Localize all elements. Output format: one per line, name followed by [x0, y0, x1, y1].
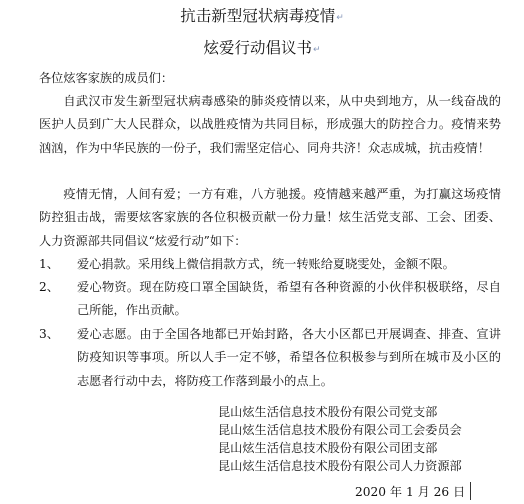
signature-party-branch: 昆山炫生活信息技术股份有限公司党支部 [218, 405, 438, 419]
signature-youth-league: 昆山炫生活信息技术股份有限公司团支部 [218, 441, 438, 455]
list-item-3 [39, 323, 501, 393]
list-item-text: 爱心物资。现在防疫口罩全国缺货，希望有各种资源的小伙伴积极联络，尽自己所能，作出贡献。 [77, 280, 501, 318]
list-item-number: 3、 [39, 327, 59, 341]
list-item-1 [39, 253, 501, 276]
title-text: 抗击新型冠状病毒疫情 [180, 7, 336, 25]
paragraph-mark-icon: ↵ [312, 45, 321, 55]
signature-hr-department: 昆山炫生活信息技术股份有限公司人力资源部 [218, 459, 462, 473]
paragraph-mark-icon: ↵ [336, 13, 344, 23]
signature-trade-union: 昆山炫生活信息技术股份有限公司工会委员会 [218, 423, 462, 437]
list-item-number: 2、 [39, 280, 59, 294]
list-item-number: 1、 [39, 257, 59, 271]
greeting: 各位炫客家族的成员们： [39, 71, 174, 85]
list-item-text: 爱心志愿。由于全国各地都已开始封路，各大小区都已开展调查、排查、宣讲防疫知识等事项。所以人手一定不够，希望各位积极参与到所在城市及小区的志愿者行动中去，将防疫工作落到最小的点上。 [77, 327, 501, 388]
text-cursor [470, 482, 471, 500]
document-date: 2020 年 1 月 26 日 [355, 485, 466, 499]
subtitle-text: 炫爱行动倡议书 [203, 39, 312, 57]
list-item-text: 爱心捐款。采用线上微信捐款方式，统一转账给夏晓雯处，金额不限。 [77, 257, 455, 271]
document-title [0, 6, 524, 28]
document-subtitle [0, 38, 524, 60]
list-item-2 [39, 276, 501, 323]
body-paragraph-2: 疫情无情，人间有爱；一方有难，八方驰援。疫情越来越严重，为打赢这场疫情防控狙击战，需要炫客家族的各位积极贡献一份力量！炫生活党支部、工会、团委、人力资源部共同倡议“炫爱行动”如下： [39, 187, 501, 248]
body-paragraph-1: 自武汉市发生新型冠状病毒感染的肺炎疫情以来，从中央到地方，从一线奋战的医护人员到广大人民群众，以战胜疫情为共同目标，形成强大的防控合力。疫情来势汹汹，作为中华民族的一份子，我们需坚定信心、同舟共济！众志成城，抗击疫情！ [39, 94, 501, 155]
